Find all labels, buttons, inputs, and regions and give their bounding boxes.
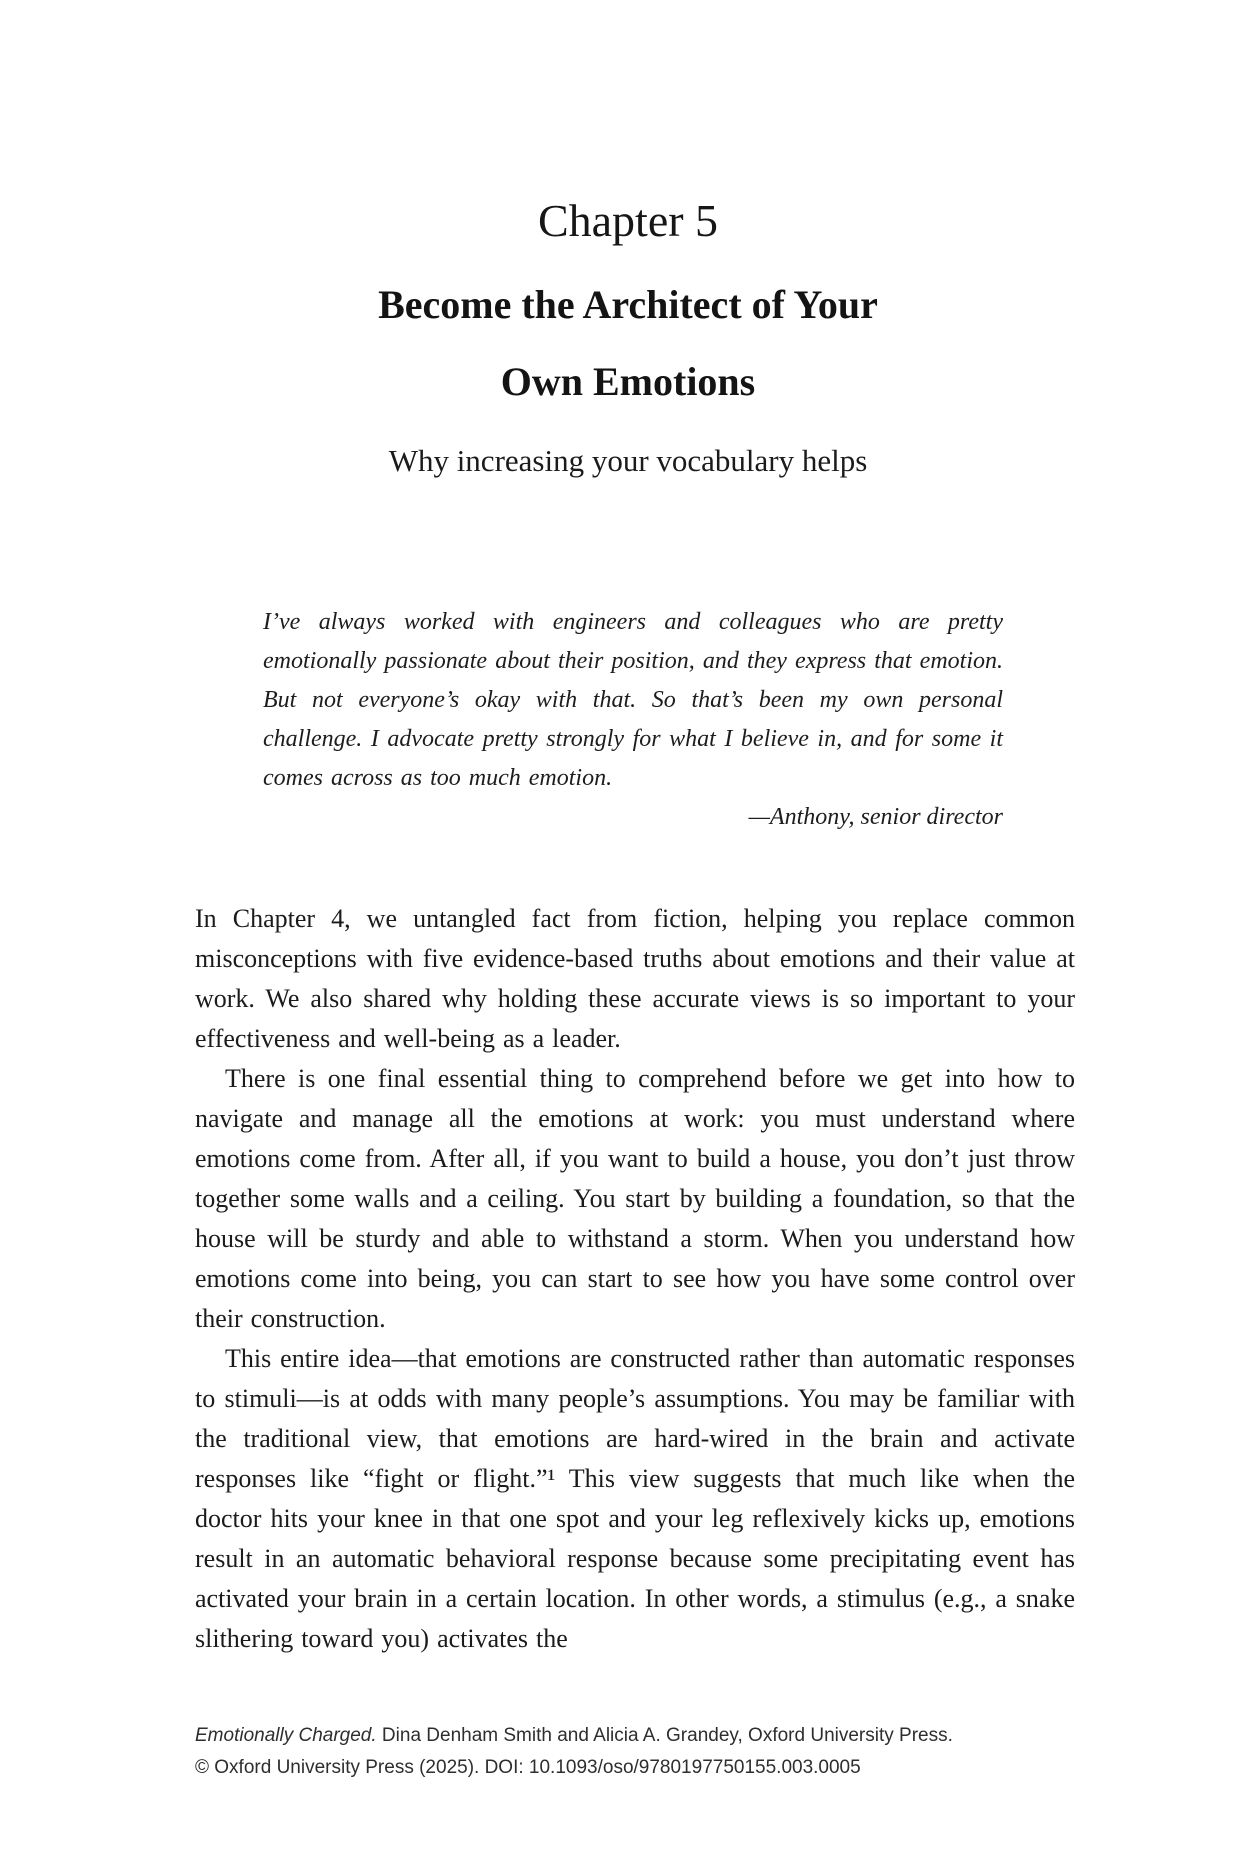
epigraph	[263, 603, 1003, 837]
epigraph-quote: I’ve always worked with engineers and colleagues who are pretty emotionally passionate about their position, and they express that emotion. But not everyone’s okay with that. So that’s been my own personal challenge. I advocate pretty strongly for what I believe in, and for some it comes across as too much emotion.	[263, 609, 1003, 791]
paragraph-3: This entire idea—that emotions are constructed rather than automatic responses to stimuli—is at odds with many people’s assumptions. You may be familiar with the traditional view, that emotions are hard-wired in the brain and activate responses like “fight or flight.”¹ This view suggests that much like when the doctor hits your knee in that one spot and your leg reflexively kicks up, emotions result in an automatic behavioral response because some precipitating event has activated your brain in a certain location. In other words, a stimulus (e.g., a snake slithering toward you) activates the	[195, 1344, 1075, 1653]
epigraph-attribution: —Anthony, senior director	[748, 804, 1003, 830]
body-text	[195, 899, 1075, 1659]
chapter-number: Chapter 5	[537, 195, 719, 246]
paragraph-2: There is one final essential thing to comprehend before we get into how to navigate and manage all the emotions at work: you must understand where emotions come from. After all, if you want to build a house, you don’t just throw together some walls and a ceiling. You start by building a foundation, so that the house will be sturdy and able to withstand a storm. When you understand how emotions come into being, you can start to see how you have some control over their construction.	[195, 1064, 1075, 1333]
chapter-title-line2: Own Emotions	[500, 359, 756, 404]
chapter-title	[0, 266, 1256, 420]
footer-authors: Dina Denham Smith and Alicia A. Grandey, Oxford University Press.	[376, 1725, 953, 1746]
chapter-title-line1: Become the Architect of Your	[378, 282, 878, 327]
footer-citation-line	[195, 1720, 1115, 1752]
copyright-footer	[195, 1720, 1115, 1784]
chapter-subtitle: Why increasing your vocabulary helps	[388, 443, 868, 478]
paragraph-1: In Chapter 4, we untangled fact from fiction, helping you replace common misconceptions with five evidence-based truths about emotions and their value at work. We also shared why holding these accurate views is so important to your effectiveness and well-being as a leader.	[195, 904, 1075, 1053]
footer-copyright-doi: © Oxford University Press (2025). DOI: 10.1093/oso/9780197750155.003.0005	[195, 1757, 861, 1778]
footer-book-title: Emotionally Charged.	[195, 1725, 377, 1746]
